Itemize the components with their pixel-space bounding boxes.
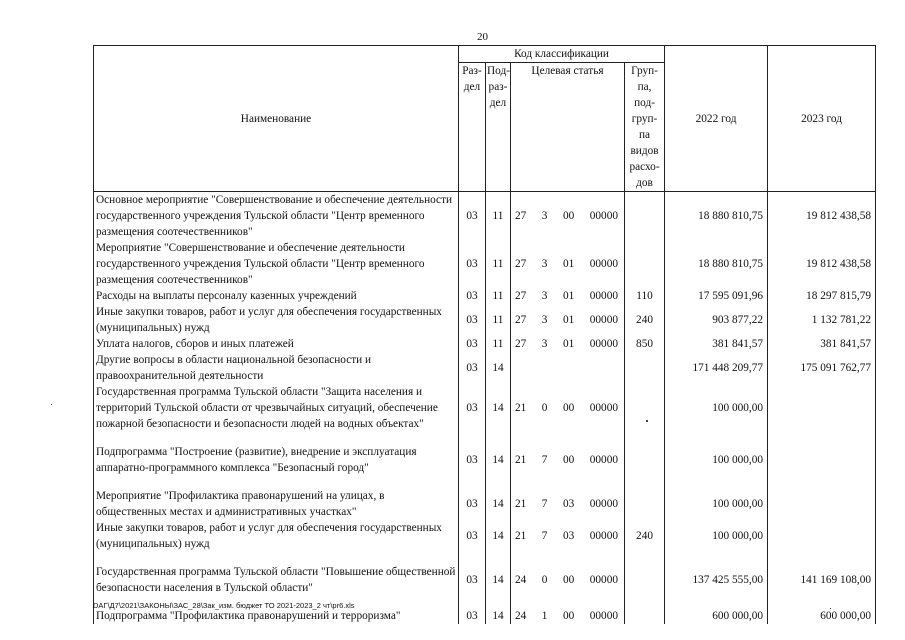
row-name-cell: Государственная программа Тульской области "Повышение общественной безопасности населения в Тульской области": [94, 564, 459, 596]
amount-2023-cell: 1 132 781,22: [768, 304, 876, 336]
celevaya-part: 03: [562, 530, 575, 542]
podrazdel-cell: 14: [486, 384, 511, 432]
amount-2022-cell: 137 425 555,00: [665, 564, 768, 596]
table-row: [94, 564, 876, 596]
gruppa-cell: 240: [625, 304, 665, 336]
podrazdel-cell: 14: [486, 352, 511, 384]
celevaya-part: 00000: [589, 338, 618, 350]
celevaya-part: 00: [562, 402, 575, 414]
celevaya-part: 7: [541, 498, 548, 510]
celevaya-part: 00: [562, 454, 575, 466]
razdel-cell: 03: [459, 384, 486, 432]
gruppa-cell: [625, 384, 665, 432]
spacer-cell: [665, 432, 768, 444]
celevaya-part: 00000: [589, 454, 618, 466]
gruppa-cell: [625, 192, 665, 241]
page-number: 20: [477, 31, 488, 43]
celevaya-part: 03: [562, 498, 575, 510]
spacer-cell: [459, 552, 486, 564]
amount-2023-cell: 19 812 438,58: [768, 192, 876, 241]
celevaya-statya-cell: [511, 444, 625, 476]
podrazdel-cell: 11: [486, 336, 511, 352]
celevaya-statya-cell: [511, 240, 625, 288]
header-year-2022: 2022 год: [665, 46, 768, 192]
amount-2022-cell: 600 000,00: [665, 608, 768, 624]
spacer-cell: [665, 476, 768, 488]
spacer-cell: [511, 596, 625, 608]
gruppa-cell: [625, 240, 665, 288]
amount-2022-cell: 100 000,00: [665, 488, 768, 520]
celevaya-part: 21: [515, 454, 527, 466]
scan-speck: [830, 608, 831, 609]
celevaya-part: 24: [515, 574, 527, 586]
celevaya-statya-cell: [511, 488, 625, 520]
table-header: [94, 46, 876, 192]
podrazdel-cell: 14: [486, 564, 511, 596]
celevaya-part: 00000: [589, 574, 618, 586]
row-name-cell: Уплата налогов, сборов и иных платежей: [94, 336, 459, 352]
podrazdel-cell: 11: [486, 304, 511, 336]
amount-2022-cell: 100 000,00: [665, 384, 768, 432]
celevaya-part: 00000: [589, 498, 618, 510]
celevaya-part: 00: [562, 574, 575, 586]
scan-speck: [51, 404, 52, 405]
spacer-cell: [625, 476, 665, 488]
celevaya-part: 00000: [589, 258, 618, 270]
spacer-cell: [459, 476, 486, 488]
amount-2023-cell: 18 297 815,79: [768, 288, 876, 304]
celevaya-statya-cell: [511, 384, 625, 432]
celevaya-statya-cell: [511, 520, 625, 552]
celevaya-part: 01: [562, 290, 575, 302]
amount-2022-cell: 100 000,00: [665, 520, 768, 552]
header-code: Код классификации: [459, 46, 665, 63]
spacer-cell: [768, 432, 876, 444]
celevaya-part: 01: [562, 338, 575, 350]
scan-speck: [646, 420, 648, 422]
celevaya-part: 3: [541, 258, 548, 270]
spacer-cell: [625, 596, 665, 608]
spacer-cell: [511, 432, 625, 444]
table-row: [94, 352, 876, 384]
celevaya-part: 00000: [589, 290, 618, 302]
spacer-cell: [94, 476, 459, 488]
spacer-cell: [486, 552, 511, 564]
gruppa-cell: [625, 564, 665, 596]
spacer-row: [94, 552, 876, 564]
celevaya-part: 0: [541, 574, 548, 586]
spacer-cell: [768, 552, 876, 564]
celevaya-part: 0: [541, 402, 548, 414]
celevaya-part: 00000: [589, 530, 618, 542]
celevaya-part: 00000: [589, 610, 618, 622]
amount-2022-cell: 18 880 810,75: [665, 192, 768, 241]
razdel-cell: 03: [459, 288, 486, 304]
celevaya-part: 00: [562, 210, 575, 222]
spacer-row: [94, 432, 876, 444]
celevaya-statya-cell: [511, 608, 625, 624]
razdel-cell: 03: [459, 608, 486, 624]
podrazdel-cell: 11: [486, 240, 511, 288]
celevaya-statya-cell: [511, 352, 625, 384]
row-name-cell: Подпрограмма "Профилактика правонарушений и терроризма": [94, 608, 459, 624]
spacer-cell: [665, 552, 768, 564]
celevaya-statya-cell: [511, 564, 625, 596]
amount-2023-cell: [768, 488, 876, 520]
celevaya-part: 00000: [589, 402, 618, 414]
celevaya-part: 3: [541, 338, 548, 350]
spacer-row: [94, 476, 876, 488]
amount-2022-cell: 100 000,00: [665, 444, 768, 476]
amount-2023-cell: 600 000,00: [768, 608, 876, 624]
row-name-cell: Иные закупки товаров, работ и услуг для обеспечения государственных (муниципальных) нужд: [94, 520, 459, 552]
spacer-cell: [625, 432, 665, 444]
amount-2023-cell: [768, 384, 876, 432]
celevaya-part: 1: [541, 610, 548, 622]
razdel-cell: 03: [459, 336, 486, 352]
row-name-cell: Основное мероприятие "Совершенствование и обеспечение деятельности государственного учреждения Тульской области "Центр временного размещения соотечественников": [94, 192, 459, 241]
celevaya-part: 3: [541, 314, 548, 326]
razdel-cell: 03: [459, 488, 486, 520]
celevaya-part: 01: [562, 258, 575, 270]
razdel-cell: 03: [459, 564, 486, 596]
spacer-cell: [459, 596, 486, 608]
podrazdel-cell: 14: [486, 520, 511, 552]
podrazdel-cell: 11: [486, 288, 511, 304]
celevaya-part: 7: [541, 454, 548, 466]
celevaya-part: 27: [515, 210, 527, 222]
header-celevaya-statya: Целевая статья: [511, 63, 625, 192]
gruppa-cell: [625, 488, 665, 520]
celevaya-part: 27: [515, 290, 527, 302]
amount-2022-cell: 17 595 091,96: [665, 288, 768, 304]
spacer-cell: [665, 596, 768, 608]
podrazdel-cell: 14: [486, 444, 511, 476]
row-name-cell: Мероприятие "Совершенствование и обеспечение деятельности государственного учреждения Тульской области "Центр временного размещения соотечественников": [94, 240, 459, 288]
table-row: [94, 240, 876, 288]
celevaya-part: 7: [541, 530, 548, 542]
spacer-cell: [768, 476, 876, 488]
spacer-cell: [486, 432, 511, 444]
spacer-cell: [511, 476, 625, 488]
amount-2023-cell: [768, 444, 876, 476]
celevaya-statya-cell: [511, 192, 625, 241]
amount-2023-cell: [768, 520, 876, 552]
spacer-cell: [486, 596, 511, 608]
amount-2022-cell: 381 841,57: [665, 336, 768, 352]
podrazdel-cell: 11: [486, 192, 511, 241]
amount-2022-cell: 903 877,22: [665, 304, 768, 336]
razdel-cell: 03: [459, 520, 486, 552]
celevaya-statya-cell: [511, 336, 625, 352]
celevaya-part: 3: [541, 210, 548, 222]
celevaya-part: 21: [515, 402, 527, 414]
gruppa-cell: [625, 352, 665, 384]
gruppa-cell: 850: [625, 336, 665, 352]
amount-2023-cell: 141 169 108,00: [768, 564, 876, 596]
spacer-cell: [486, 476, 511, 488]
razdel-cell: 03: [459, 192, 486, 241]
gruppa-cell: 110: [625, 288, 665, 304]
celevaya-statya-cell: [511, 304, 625, 336]
table-row: [94, 192, 876, 241]
amount-2023-cell: 175 091 762,77: [768, 352, 876, 384]
celevaya-part: 27: [515, 314, 527, 326]
celevaya-part: 01: [562, 314, 575, 326]
row-name-cell: Другие вопросы в области национальной безопасности и правоохранительной деятельности: [94, 352, 459, 384]
header-podrazdel: Под- раз- дел: [486, 63, 511, 192]
celevaya-part: 21: [515, 498, 527, 510]
table-row: [94, 520, 876, 552]
table-row: [94, 384, 876, 432]
spacer-cell: [94, 552, 459, 564]
gruppa-cell: [625, 608, 665, 624]
gruppa-cell: [625, 444, 665, 476]
table-row: [94, 336, 876, 352]
row-name-cell: Мероприятие "Профилактика правонарушений на улицах, в общественных местах и административных участках": [94, 488, 459, 520]
amount-2022-cell: 171 448 209,77: [665, 352, 768, 384]
table-body: [94, 192, 876, 625]
row-name-cell: Иные закупки товаров, работ и услуг для обеспечения государственных (муниципальных) нужд: [94, 304, 459, 336]
celevaya-statya-cell: [511, 288, 625, 304]
spacer-cell: [768, 596, 876, 608]
spacer-cell: [94, 432, 459, 444]
celevaya-part: 27: [515, 338, 527, 350]
amount-2022-cell: 18 880 810,75: [665, 240, 768, 288]
razdel-cell: 03: [459, 352, 486, 384]
celevaya-part: 00000: [589, 210, 618, 222]
razdel-cell: 03: [459, 444, 486, 476]
row-name-cell: Подпрограмма "Построение (развитие), внедрение и эксплуатация аппаратно-программного комплекса "Безопасный город": [94, 444, 459, 476]
celevaya-part: 00000: [589, 314, 618, 326]
razdel-cell: 03: [459, 240, 486, 288]
table-row: [94, 444, 876, 476]
table-row: [94, 304, 876, 336]
celevaya-part: 24: [515, 610, 527, 622]
table-row: [94, 288, 876, 304]
celevaya-part: 21: [515, 530, 527, 542]
header-year-2023: 2023 год: [768, 46, 876, 192]
table-row: [94, 488, 876, 520]
amount-2023-cell: 381 841,57: [768, 336, 876, 352]
row-name-cell: Государственная программа Тульской области "Защита населения и территорий Тульской области от чрезвычайных ситуаций, обеспечение пожарной безопасности и безопасности людей на водных объектах": [94, 384, 459, 432]
header-name: Наименование: [94, 46, 459, 192]
podrazdel-cell: 14: [486, 488, 511, 520]
celevaya-part: 27: [515, 258, 527, 270]
table-row: [94, 608, 876, 624]
amount-2023-cell: 19 812 438,58: [768, 240, 876, 288]
spacer-cell: [511, 552, 625, 564]
celevaya-part: 00: [562, 610, 575, 622]
gruppa-cell: 240: [625, 520, 665, 552]
podrazdel-cell: 14: [486, 608, 511, 624]
spacer-cell: [459, 432, 486, 444]
row-name-cell: Расходы на выплаты персоналу казенных учреждений: [94, 288, 459, 304]
budget-table: [93, 45, 876, 624]
razdel-cell: 03: [459, 304, 486, 336]
header-gruppa: Груп- па, под- груп- па видов расхо- дов: [625, 63, 665, 192]
spacer-cell: [625, 552, 665, 564]
file-path-footer: DAГ\Д7\2021\ЗАКОНЫ\ЗАС_28\Зак_изм. бюджет ТО 2021-2023_2 чт\pr6.xls: [93, 601, 355, 610]
celevaya-part: 3: [541, 290, 548, 302]
header-razdel: Раз- дел: [459, 63, 486, 192]
